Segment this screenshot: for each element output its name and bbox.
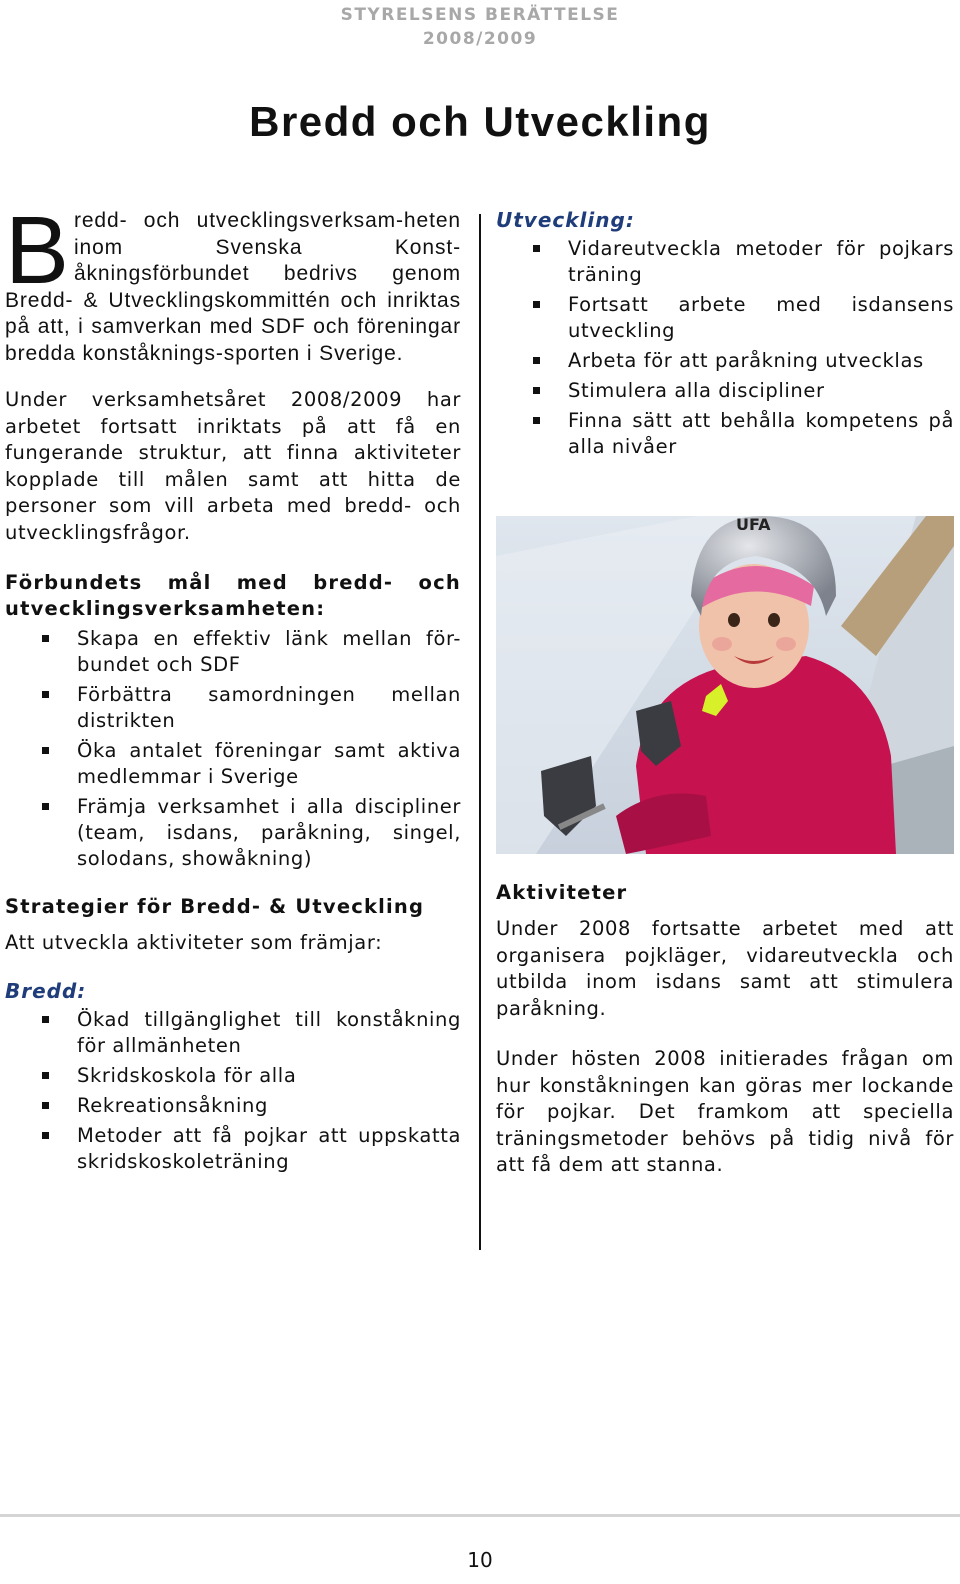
activities-heading: Aktiviteter [496,881,628,904]
list-item: Metoder att få pojkar att uppskatta skridskoskoleträning [5,1123,461,1175]
square-bullet-icon [42,1016,49,1023]
square-bullet-icon [533,245,540,252]
utveckling-list [496,236,954,460]
intro-paragraph [5,197,461,367]
running-header [0,3,960,51]
square-bullet-icon [42,803,49,810]
bredd-list [5,1007,461,1175]
list-item: Fortsatt arbete med isdansens utveckling [496,292,954,344]
activities-paragraph-2: Under hösten 2008 initierades frågan om hur konståkningen kan göras mer lockande för pojkar. Det framkom att speciella träningsmetoder behövs på tidig nivå för att få dem att stanna. [496,1047,954,1176]
helmet-brand-text: UFA [736,516,771,534]
list-item: Stimulera alla discipliner [496,378,954,404]
square-bullet-icon [42,635,49,642]
list-item: Förbättra samordningen mellan distrikten [5,682,461,734]
paragraph-work-year: Under verksamhetsåret 2008/2009 har arbetet fortsatt inriktats på att få en fungerande struktur, att finna aktiviteter kopplade till målen samt att hitta de personer som vill arbeta med bredd- och utvecklingsfrågor. [5,388,461,544]
square-bullet-icon [533,417,540,424]
header-section-title: STYRELSENS BERÄTTELSE [340,5,620,25]
list-item: Vidareutveckla metoder för pojkars träning [496,236,954,288]
activities-paragraph-1: Under 2008 fortsatte arbetet med att organisera pojkläger, vidareutveckla och utbilda inom isdans samt att stimulera paråkning. [496,917,954,1020]
photo-illustration [496,516,954,854]
page-title: Bredd och Utveckling [249,98,711,145]
intro-text: redd- och utvecklingsverksam-heten inom Svenska Konst-åkningsförbundet bedrivs genom Bredd- & Utvecklingskommittén och inriktas på att, i samverkan med SDF och föreningar bredda konståknings-sporten i Sverige. [5,209,461,365]
square-bullet-icon [42,1072,49,1079]
utveckling-heading: Utveckling: [496,208,635,232]
goals-list [5,626,461,872]
square-bullet-icon [42,747,49,754]
square-bullet-icon [533,301,540,308]
photo-child-on-ice [496,516,954,854]
square-bullet-icon [42,1102,49,1109]
list-item: Arbeta för att paråkning utvecklas [496,348,954,374]
header-year: 2008/2009 [422,29,538,49]
list-item: Skapa en effektiv länk mellan för-bundet och SDF [5,626,461,678]
strategies-intro: Att utveckla aktiviteter som främjar: [5,931,383,954]
square-bullet-icon [42,1132,49,1139]
square-bullet-icon [42,691,49,698]
right-column [496,208,954,1179]
list-item: Rekreationsåkning [5,1093,461,1119]
strategies-heading: Strategier för Bredd- & Utveckling [5,895,425,918]
list-item: Finna sätt att behålla kompetens på alla nivåer [496,408,954,460]
list-item: Öka antalet föreningar samt aktiva medlemmar i Sverige [5,738,461,790]
page-number: 10 [467,1548,493,1572]
drop-cap: B [5,197,70,304]
column-divider [479,214,481,1250]
left-column [5,197,461,1179]
footer-rule [0,1514,960,1517]
list-item: Ökad tillgänglighet till konståkning för allmänheten [5,1007,461,1059]
square-bullet-icon [533,387,540,394]
square-bullet-icon [533,357,540,364]
list-item: Främja verksamhet i alla discipliner (team, isdans, paråkning, singel, solodans, showåkning) [5,794,461,872]
list-item: Skridskoskola för alla [5,1063,461,1089]
bredd-heading: Bredd: [5,978,87,1003]
goals-heading: Förbundets mål med bredd- och utvecklingsverksamheten: [5,571,461,620]
